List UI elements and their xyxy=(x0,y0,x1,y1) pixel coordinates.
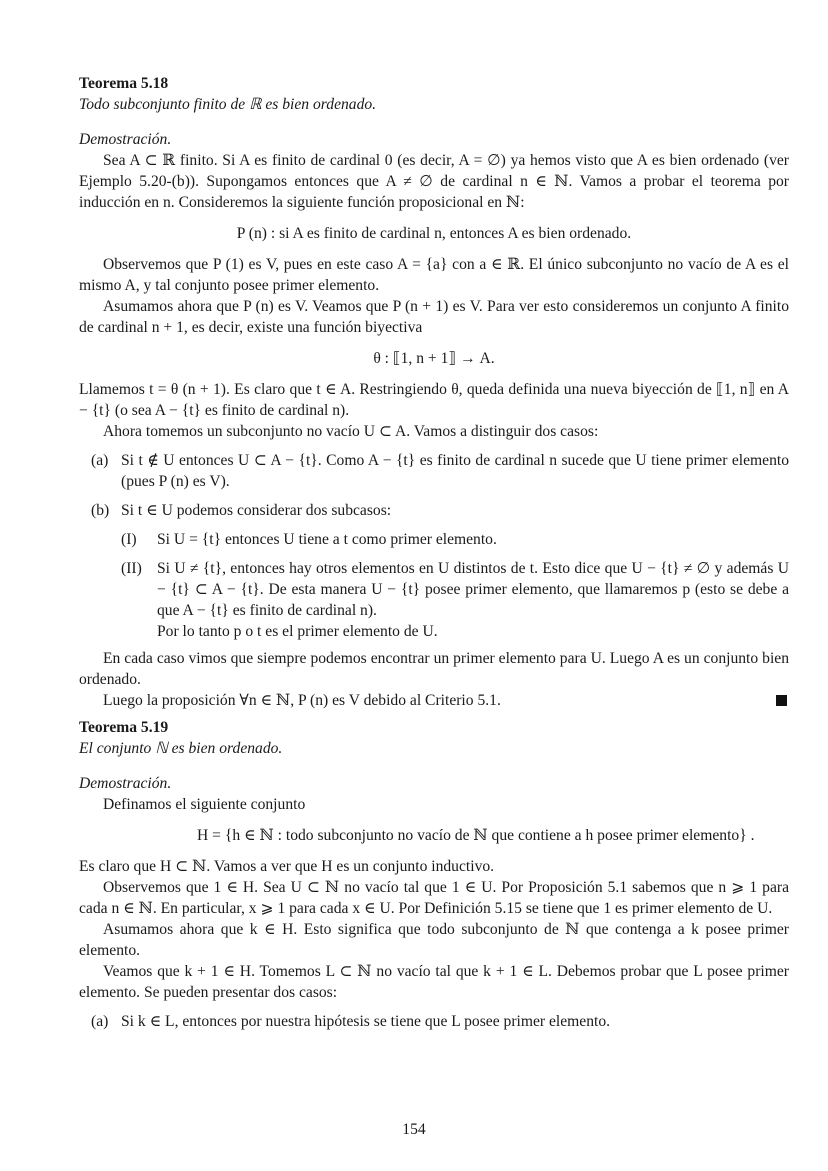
subcase-label: (II) xyxy=(121,560,142,577)
theorem-statement: Todo subconjunto finito de ℝ es bien ordenado. xyxy=(79,96,377,113)
subcase-label: (I) xyxy=(121,531,137,548)
display-equation: H = {h ∈ ℕ : todo subconjunto no vacío de ℕ que contiene a h posee primer elemento} . xyxy=(197,827,755,844)
qed-icon xyxy=(776,695,787,706)
theorem-title: Teorema 5.19 xyxy=(79,719,169,736)
proof-paragraph: Es claro que H ⊂ ℕ. Vamos a ver que H es un conjunto inductivo. xyxy=(79,858,495,875)
display-equation: P (n) : si A es finito de cardinal n, entonces A es bien ordenado. xyxy=(236,225,632,242)
page-content xyxy=(79,73,789,1032)
proof-paragraph: Veamos que k + 1 ∈ H. Tomemos L ⊂ ℕ no vacío tal que k + 1 ∈ L. Debemos probar que L posee primer elemento. Se pueden presentar dos casos: xyxy=(79,963,789,1001)
theorem-title: Teorema 5.18 xyxy=(79,75,169,92)
case-text: Si t ∈ U podemos considerar dos subcasos: xyxy=(121,502,392,519)
case-b xyxy=(79,500,789,521)
proof-theorem-5-18 xyxy=(79,129,789,711)
subcase-text xyxy=(157,558,789,642)
theorem-statement: El conjunto ℕ es bien ordenado. xyxy=(79,740,283,757)
proof-paragraph: Asumamos ahora que k ∈ H. Esto significa que todo subconjunto de ℕ que contenga a k posee primer elemento. xyxy=(79,921,789,959)
proof-label: Demostración. xyxy=(79,131,172,148)
display-equation: θ : ⟦1, n + 1⟧ → A. xyxy=(373,350,495,367)
subcase-2 xyxy=(121,558,789,642)
proof-paragraph: Observemos que 1 ∈ H. Sea U ⊂ ℕ no vacío tal que 1 ∈ U. Por Proposición 5.1 sabemos que n ⩾ 1 para cada n ∈ ℕ. En particular, x ⩾ 1 para cada x ∈ U. Por Definición 5.15 se tiene que 1 es primer elemento de U. xyxy=(79,879,789,917)
case-label: (b) xyxy=(91,502,110,519)
proof-paragraph: Observemos que P (1) es V, pues en este caso A = {a} con a ∈ ℝ. El único subconjunto no vacío de A es el mismo A, y tal conjunto posee primer elemento. xyxy=(79,256,789,294)
case-label: (a) xyxy=(91,452,109,469)
proof-paragraph: Ahora tomemos un subconjunto no vacío U ⊂ A. Vamos a distinguir dos casos: xyxy=(103,423,599,440)
subcase-text-cont: Por lo tanto p o t es el primer elemento de U. xyxy=(157,623,438,640)
case-text: Si k ∈ L, entonces por nuestra hipótesis se tiene que L posee primer elemento. xyxy=(121,1013,611,1030)
theorem-5-19 xyxy=(79,717,789,759)
subcase-1 xyxy=(121,529,789,550)
proof-label: Demostración. xyxy=(79,775,172,792)
theorem-5-18 xyxy=(79,73,789,115)
proof-paragraph: Definamos el siguiente conjunto xyxy=(103,796,306,813)
subcases xyxy=(121,529,789,642)
proof-conclusion xyxy=(79,690,789,711)
proof-paragraph: Llamemos t = θ (n + 1). Es claro que t ∈ A. Restringiendo θ, queda definida una nueva biyección de ⟦1, n⟧ en A − {t} (o sea A − {t} es finito de cardinal n). xyxy=(79,381,789,419)
proof-paragraph: Sea A ⊂ ℝ finito. Si A es finito de cardinal 0 (es decir, A = ∅) ya hemos visto que A es bien ordenado (ver Ejemplo 5.20-(b)). Supongamos entonces que A ≠ ∅ de cardinal n ∈ ℕ. Vamos a probar el teorema por inducción en n. Consideremos la siguiente función proposicional en ℕ: xyxy=(79,152,789,211)
proof-theorem-5-19 xyxy=(79,773,789,1032)
proof-paragraph: Luego la proposición ∀n ∈ ℕ, P (n) es V debido al Criterio 5.1. xyxy=(103,692,501,709)
case-a xyxy=(79,450,789,492)
subcase-text: Si U = {t} entonces U tiene a t como primer elemento. xyxy=(157,531,497,548)
case-a xyxy=(79,1011,789,1032)
case-text: Si t ∉ U entonces U ⊂ A − {t}. Como A − {t} es finito de cardinal n sucede que U tiene primer elemento (pues P (n) es V). xyxy=(121,452,789,490)
proof-paragraph: En cada caso vimos que siempre podemos encontrar un primer elemento para U. Luego A es un conjunto bien ordenado. xyxy=(79,650,789,688)
subcase-text-main: Si U ≠ {t}, entonces hay otros elementos en U distintos de t. Esto dice que U − {t} ≠ ∅ y además U − {t} ⊂ A − {t}. De esta manera U − {t} posee primer elemento, que llamaremos p (esto se debe a que A − {t} es finito de cardinal n). xyxy=(157,560,789,619)
proof-paragraph: Asumamos ahora que P (n) es V. Veamos que P (n + 1) es V. Para ver esto consideremos un conjunto A finito de cardinal n + 1, es decir, existe una función biyectiva xyxy=(79,298,789,336)
page-number: 154 xyxy=(402,1121,426,1138)
case-label: (a) xyxy=(91,1013,109,1030)
